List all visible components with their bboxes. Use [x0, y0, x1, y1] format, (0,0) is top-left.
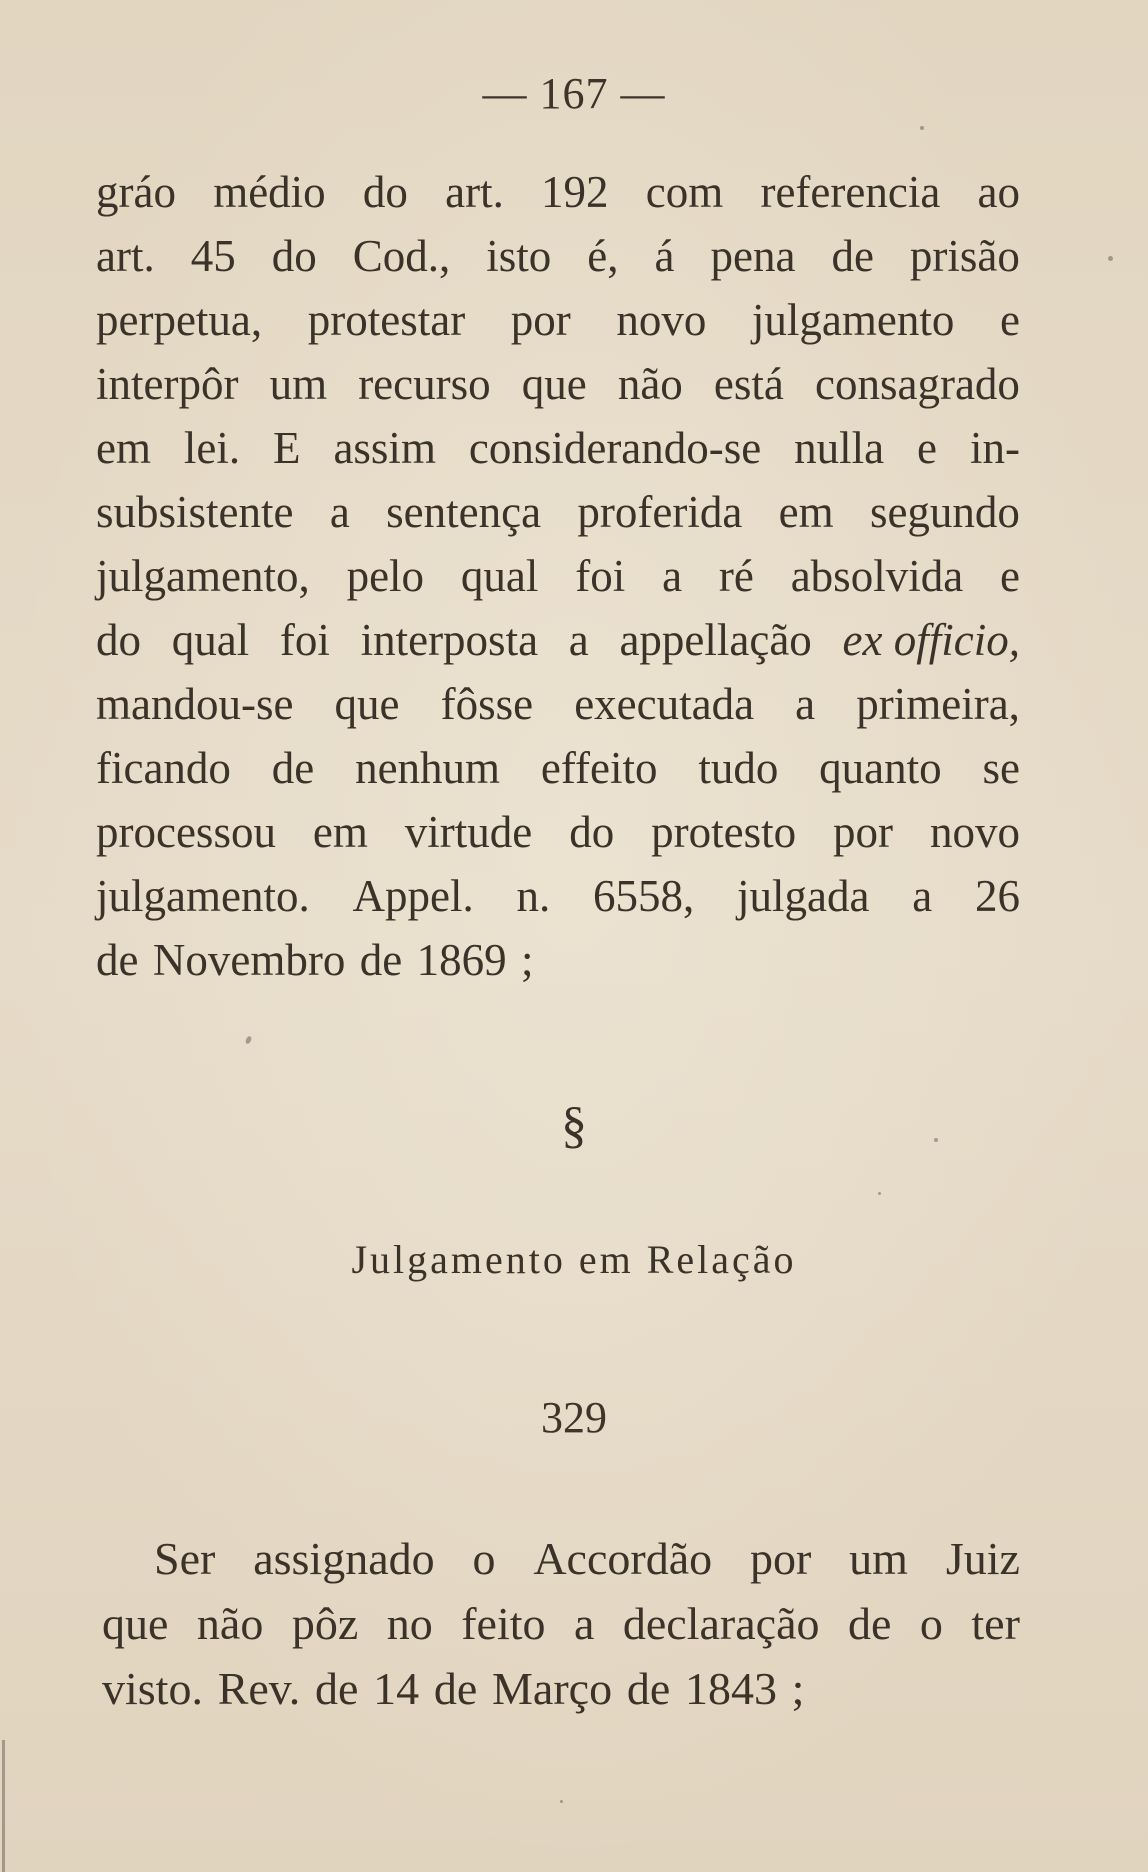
word: assignado — [253, 1533, 435, 1584]
text-line — [96, 352, 1020, 416]
word: processou — [96, 807, 276, 857]
word: e — [999, 295, 1020, 345]
paragraph-2 — [102, 1526, 1020, 1721]
word: foi — [279, 615, 330, 665]
text-line — [96, 480, 1020, 544]
text-line — [96, 864, 1020, 928]
word: considerando-se — [468, 423, 762, 473]
word: a — [662, 551, 683, 601]
text-line — [96, 736, 1020, 800]
word: lei. — [183, 423, 241, 473]
word: com — [645, 167, 724, 217]
word: quanto — [819, 743, 942, 793]
word: por — [833, 807, 894, 857]
text-line — [102, 1591, 1020, 1656]
word: fôsse — [440, 679, 534, 729]
section-sign: § — [561, 1097, 587, 1154]
word: que — [521, 359, 587, 409]
word: que — [334, 679, 400, 729]
word: de — [433, 1663, 478, 1714]
paper-speck — [1108, 256, 1113, 261]
word: 6558, — [593, 871, 695, 921]
word: se — [982, 743, 1020, 793]
word: 192 — [541, 167, 609, 217]
page-edge-mark — [2, 1740, 5, 1872]
word: qual — [460, 551, 539, 601]
word: de — [271, 743, 315, 793]
word: proferida — [577, 487, 743, 537]
word: julgamento, — [96, 551, 310, 601]
word: 26 — [974, 871, 1020, 921]
word: in- — [969, 423, 1020, 473]
word: médio — [213, 167, 326, 217]
word: prisão — [909, 231, 1020, 281]
word: o — [919, 1598, 943, 1649]
word: julgamento — [751, 295, 955, 345]
word: 1869 — [416, 935, 507, 985]
word: e — [917, 423, 938, 473]
word: interposta — [360, 615, 539, 665]
word: a — [568, 615, 589, 665]
word: protesto — [651, 807, 797, 857]
paper-speck — [245, 1035, 253, 1044]
word: a — [912, 871, 933, 921]
word: que — [102, 1598, 169, 1649]
word: feito — [461, 1598, 546, 1649]
text-line — [96, 928, 1020, 992]
word: de — [315, 1663, 359, 1714]
text-line — [102, 1656, 1020, 1721]
word: novo — [929, 807, 1020, 857]
word: de — [847, 1598, 892, 1649]
word: mandou-se — [96, 679, 294, 729]
page-number-header: — 167 — — [482, 69, 666, 118]
word: effeito — [540, 743, 658, 793]
word: de — [96, 935, 139, 985]
word: á — [654, 231, 675, 281]
word: ao — [977, 167, 1020, 217]
text-line — [96, 544, 1020, 608]
word: Juiz — [945, 1533, 1020, 1584]
text-line — [96, 224, 1020, 288]
word: não — [196, 1598, 264, 1649]
word: segundo — [869, 487, 1020, 537]
word: Cod., — [352, 231, 451, 281]
word: é, — [587, 231, 619, 281]
paper-speck — [920, 126, 924, 130]
word: no — [386, 1598, 433, 1649]
word: a — [795, 679, 816, 729]
word: consagrado — [815, 359, 1020, 409]
paper-speck — [934, 1138, 938, 1142]
word: do — [96, 615, 141, 665]
word: julgamento. — [96, 871, 310, 921]
word: Março — [492, 1663, 613, 1714]
word: a — [329, 487, 350, 537]
word: do — [362, 167, 408, 217]
paper-speck — [878, 1192, 881, 1195]
word: Accordão — [533, 1533, 713, 1584]
word: julgada — [737, 871, 870, 921]
word: appellação — [619, 615, 812, 665]
word: tudo — [698, 743, 779, 793]
word: Novembro — [152, 935, 346, 985]
word: pelo — [346, 551, 425, 601]
text-line — [96, 416, 1020, 480]
word: ; — [791, 1663, 805, 1714]
word: por — [510, 295, 571, 345]
word: nulla — [794, 423, 885, 473]
word: declaração — [622, 1598, 820, 1649]
word: foi — [575, 551, 626, 601]
word: E — [273, 423, 301, 473]
word: do — [569, 807, 615, 857]
text-line — [96, 160, 1020, 224]
text-line — [96, 608, 1020, 672]
word: virtude — [404, 807, 533, 857]
word: de — [831, 231, 874, 281]
word: um — [849, 1533, 908, 1584]
word: 1843 — [684, 1663, 777, 1714]
word: novo — [616, 295, 707, 345]
word: primeira, — [856, 679, 1020, 729]
word: pena — [710, 231, 796, 281]
word: um — [269, 359, 328, 409]
word: em — [778, 487, 834, 537]
word: interpôr — [96, 359, 239, 409]
word: Ser — [154, 1533, 216, 1584]
word: isto — [486, 231, 552, 281]
word: ficando — [96, 743, 231, 793]
word: 14 — [373, 1663, 420, 1714]
word: de — [359, 935, 403, 985]
word: em — [312, 807, 368, 857]
word: visto. — [102, 1663, 203, 1714]
word: e — [1000, 551, 1020, 601]
word: subsistente — [96, 487, 294, 537]
word: sentença — [386, 487, 542, 537]
word: n. — [516, 871, 551, 921]
word: ter — [971, 1598, 1020, 1649]
word: pôz — [291, 1598, 359, 1649]
word: nenhum — [355, 743, 501, 793]
text-line — [96, 800, 1020, 864]
word: ; — [521, 935, 534, 985]
entry-number: 329 — [541, 1393, 607, 1442]
section-heading: Julgamento em Relação — [351, 1237, 797, 1282]
word: do — [271, 231, 317, 281]
word: qual — [171, 615, 250, 665]
word: Appel. — [352, 871, 474, 921]
paragraph-1 — [96, 160, 1020, 992]
word: de — [626, 1663, 671, 1714]
text-line — [102, 1526, 1020, 1591]
word: a — [573, 1598, 595, 1649]
word: em — [96, 423, 151, 473]
word: absolvida — [790, 551, 964, 601]
word: o — [472, 1533, 496, 1584]
word: Rev. — [217, 1663, 301, 1714]
text-line — [96, 672, 1020, 736]
word: perpetua, — [96, 295, 263, 345]
word: ré — [718, 551, 754, 601]
word: executada — [574, 679, 755, 729]
word: assim — [333, 423, 436, 473]
word: protestar — [307, 295, 466, 345]
paper-speck — [560, 1800, 563, 1803]
word: está — [713, 359, 784, 409]
word: referencia — [760, 167, 941, 217]
word: gráo — [96, 167, 176, 217]
word: não — [617, 359, 683, 409]
word: art. — [445, 167, 504, 217]
word: art. — [96, 231, 155, 281]
word: 45 — [190, 231, 236, 281]
word: por — [749, 1533, 812, 1584]
text-line — [96, 288, 1020, 352]
word: ex officio, — [842, 615, 1020, 665]
word: recurso — [358, 359, 491, 409]
